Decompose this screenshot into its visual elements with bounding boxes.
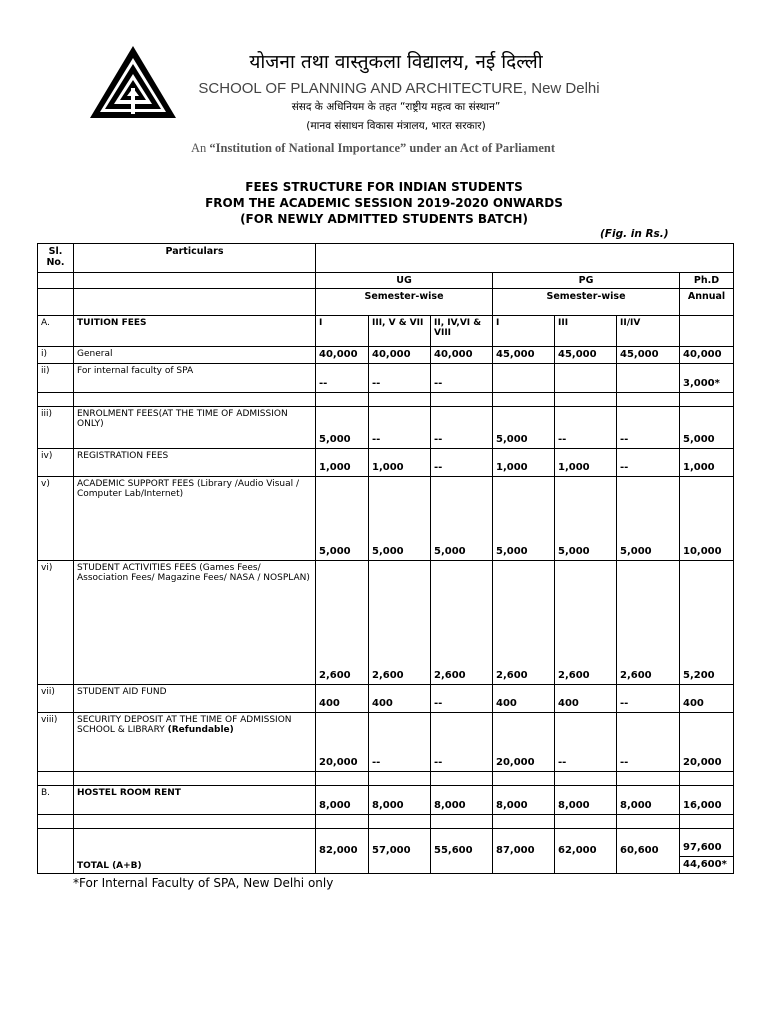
cell-value: 40,000 bbox=[431, 347, 493, 364]
total-value: 87,000 bbox=[493, 829, 555, 874]
cell-value: 8,000 bbox=[369, 786, 431, 815]
row-label-text: SECURITY DEPOSIT AT THE TIME OF ADMISSION SCHOOL & LIBRARY bbox=[77, 715, 292, 735]
cell-value: -- bbox=[555, 713, 617, 772]
cell-value: 8,000 bbox=[316, 786, 369, 815]
row-label bbox=[74, 713, 316, 772]
row-label: For internal faculty of SPA bbox=[74, 364, 316, 393]
table-row bbox=[38, 477, 734, 561]
cell-value: 5,200 bbox=[680, 561, 734, 685]
section-a-no: A. bbox=[38, 316, 74, 347]
cell-value: -- bbox=[369, 713, 431, 772]
cell-value: -- bbox=[617, 407, 680, 449]
fees-table bbox=[37, 243, 734, 874]
spacer-row bbox=[38, 815, 734, 829]
inst-prefix: An bbox=[190, 141, 207, 155]
cell-value: -- bbox=[617, 713, 680, 772]
doc-title-line2: FROM THE ACADEMIC SESSION 2019-2020 ONWARDS bbox=[205, 196, 563, 210]
cell-value: 8,000 bbox=[431, 786, 493, 815]
particulars-header: Particulars bbox=[74, 244, 316, 273]
section-b-no: B. bbox=[38, 786, 74, 815]
total-label: TOTAL (A+B) bbox=[74, 829, 316, 874]
cell-value: 8,000 bbox=[555, 786, 617, 815]
cell-value: 5,000 bbox=[680, 407, 734, 449]
row-no: ii) bbox=[38, 364, 74, 393]
cell-value: -- bbox=[431, 449, 493, 477]
cell-value: 20,000 bbox=[493, 713, 555, 772]
total-value-phd: 97,600 bbox=[680, 829, 734, 857]
cell-value: 3,000* bbox=[680, 364, 734, 393]
pg-header: PG bbox=[493, 273, 680, 289]
cell-value: 2,600 bbox=[493, 561, 555, 685]
table-row bbox=[38, 685, 734, 713]
col-ug-1: I bbox=[316, 316, 369, 347]
row-label: STUDENT ACTIVITIES FEES (Games Fees/ Association Fees/ Magazine Fees/ NASA / NOSPLAN) bbox=[74, 561, 316, 685]
col-pg-2: III bbox=[555, 316, 617, 347]
cell-value: -- bbox=[617, 685, 680, 713]
cell-value: 8,000 bbox=[493, 786, 555, 815]
ug-header: UG bbox=[316, 273, 493, 289]
cell-value: -- bbox=[369, 364, 431, 393]
cell-value: 45,000 bbox=[555, 347, 617, 364]
total-value: 55,600 bbox=[431, 829, 493, 874]
table-row bbox=[38, 347, 734, 364]
cell-value: 400 bbox=[493, 685, 555, 713]
col-pg-1: I bbox=[493, 316, 555, 347]
total-value: 82,000 bbox=[316, 829, 369, 874]
table-row bbox=[38, 713, 734, 772]
cell-value bbox=[555, 364, 617, 393]
cell-value bbox=[493, 364, 555, 393]
col-ug-2: III, V & VII bbox=[369, 316, 431, 347]
ug-semester-wise: Semester-wise bbox=[316, 289, 493, 316]
institution-status-line bbox=[150, 141, 596, 156]
cell-value: 2,600 bbox=[555, 561, 617, 685]
table-row bbox=[38, 449, 734, 477]
cell-value: 20,000 bbox=[680, 713, 734, 772]
cell-value: 5,000 bbox=[493, 477, 555, 561]
table-row bbox=[38, 786, 734, 815]
row-label: General bbox=[74, 347, 316, 364]
sl-no-header: Sl. No. bbox=[38, 244, 74, 273]
row-label: ENROLMENT FEES(AT THE TIME OF ADMISSION ONLY) bbox=[74, 407, 316, 449]
spacer-row bbox=[38, 772, 734, 786]
cell-value: 45,000 bbox=[493, 347, 555, 364]
row-no: iii) bbox=[38, 407, 74, 449]
phd-annual: Annual bbox=[680, 289, 734, 316]
cell-value: 8,000 bbox=[617, 786, 680, 815]
spa-logo bbox=[88, 44, 178, 120]
figure-note: (Fig. in Rs.) bbox=[600, 228, 669, 240]
institute-english-title: SCHOOL OF PLANNING AND ARCHITECTURE, New Delhi bbox=[198, 80, 600, 97]
row-label: STUDENT AID FUND bbox=[74, 685, 316, 713]
cell-value: 2,600 bbox=[369, 561, 431, 685]
row-label: ACADEMIC SUPPORT FEES (Library /Audio Visual / Computer Lab/Internet) bbox=[74, 477, 316, 561]
total-value-phd-internal: 44,600* bbox=[680, 857, 734, 874]
table-row bbox=[38, 561, 734, 685]
cell-value: 40,000 bbox=[316, 347, 369, 364]
doc-title-line3: (FOR NEWLY ADMITTED STUDENTS BATCH) bbox=[240, 212, 528, 226]
cell-value: -- bbox=[431, 685, 493, 713]
section-b-label: HOSTEL ROOM RENT bbox=[74, 786, 316, 815]
cell-value: 1,000 bbox=[316, 449, 369, 477]
cell-value: 5,000 bbox=[316, 407, 369, 449]
cell-value: 40,000 bbox=[369, 347, 431, 364]
row-no: vi) bbox=[38, 561, 74, 685]
cell-value: 5,000 bbox=[431, 477, 493, 561]
total-value: 57,000 bbox=[369, 829, 431, 874]
cell-value: 2,600 bbox=[316, 561, 369, 685]
cell-value: 5,000 bbox=[555, 477, 617, 561]
cell-value: 45,000 bbox=[617, 347, 680, 364]
spacer-row bbox=[38, 393, 734, 407]
cell-value: 1,000 bbox=[555, 449, 617, 477]
table-row bbox=[38, 407, 734, 449]
cell-value: 5,000 bbox=[316, 477, 369, 561]
cell-value: 1,000 bbox=[493, 449, 555, 477]
inst-quote: “Institution of National Importance” bbox=[209, 141, 407, 155]
col-ug-3: II, IV,VI & VIII bbox=[431, 316, 493, 347]
cell-value bbox=[617, 364, 680, 393]
institute-hindi-title: योजना तथा वास्तुकला विद्यालय, नई दिल्ली bbox=[249, 51, 543, 73]
cell-value: -- bbox=[555, 407, 617, 449]
cell-value: 16,000 bbox=[680, 786, 734, 815]
cell-value: 400 bbox=[316, 685, 369, 713]
row-no: i) bbox=[38, 347, 74, 364]
row-no: v) bbox=[38, 477, 74, 561]
cell-value: 2,600 bbox=[617, 561, 680, 685]
cell-value: 20,000 bbox=[316, 713, 369, 772]
row-no: viii) bbox=[38, 713, 74, 772]
cell-value: -- bbox=[369, 407, 431, 449]
row-no: iv) bbox=[38, 449, 74, 477]
row-no: vii) bbox=[38, 685, 74, 713]
cell-value: -- bbox=[431, 713, 493, 772]
total-row bbox=[38, 829, 734, 857]
header-blank bbox=[316, 244, 734, 273]
institute-hindi-subtitle: संसद के अधिनियम के तहत “राष्ट्रीय महत्व का संस्थान” bbox=[291, 101, 501, 113]
pg-semester-wise: Semester-wise bbox=[493, 289, 680, 316]
table-row bbox=[38, 364, 734, 393]
cell-value: 5,000 bbox=[493, 407, 555, 449]
footnote: *For Internal Faculty of SPA, New Delhi only bbox=[73, 876, 334, 890]
cell-value: 10,000 bbox=[680, 477, 734, 561]
cell-value: 400 bbox=[369, 685, 431, 713]
row-label-bold: (Refundable) bbox=[167, 725, 234, 735]
phd-header: Ph.D bbox=[680, 273, 734, 289]
cell-value: -- bbox=[431, 364, 493, 393]
cell-value: -- bbox=[431, 407, 493, 449]
cell-value: 40,000 bbox=[680, 347, 734, 364]
cell-value: -- bbox=[316, 364, 369, 393]
cell-value: 5,000 bbox=[617, 477, 680, 561]
cell-value: -- bbox=[617, 449, 680, 477]
cell-value: 400 bbox=[680, 685, 734, 713]
cell-value: 1,000 bbox=[369, 449, 431, 477]
total-value: 62,000 bbox=[555, 829, 617, 874]
col-pg-3: II/IV bbox=[617, 316, 680, 347]
inst-suffix: under an Act of Parliament bbox=[409, 141, 555, 155]
row-label: REGISTRATION FEES bbox=[74, 449, 316, 477]
cell-value: 2,600 bbox=[431, 561, 493, 685]
cell-value: 400 bbox=[555, 685, 617, 713]
ministry-hindi-subtitle: (मानव संसाधन विकास मंत्रालय, भारत सरकार) bbox=[306, 120, 486, 132]
section-a-label: TUITION FEES bbox=[74, 316, 316, 347]
cell-value: 5,000 bbox=[369, 477, 431, 561]
doc-title-line1: FEES STRUCTURE FOR INDIAN STUDENTS bbox=[245, 180, 523, 194]
total-value: 60,600 bbox=[617, 829, 680, 874]
cell-value: 1,000 bbox=[680, 449, 734, 477]
